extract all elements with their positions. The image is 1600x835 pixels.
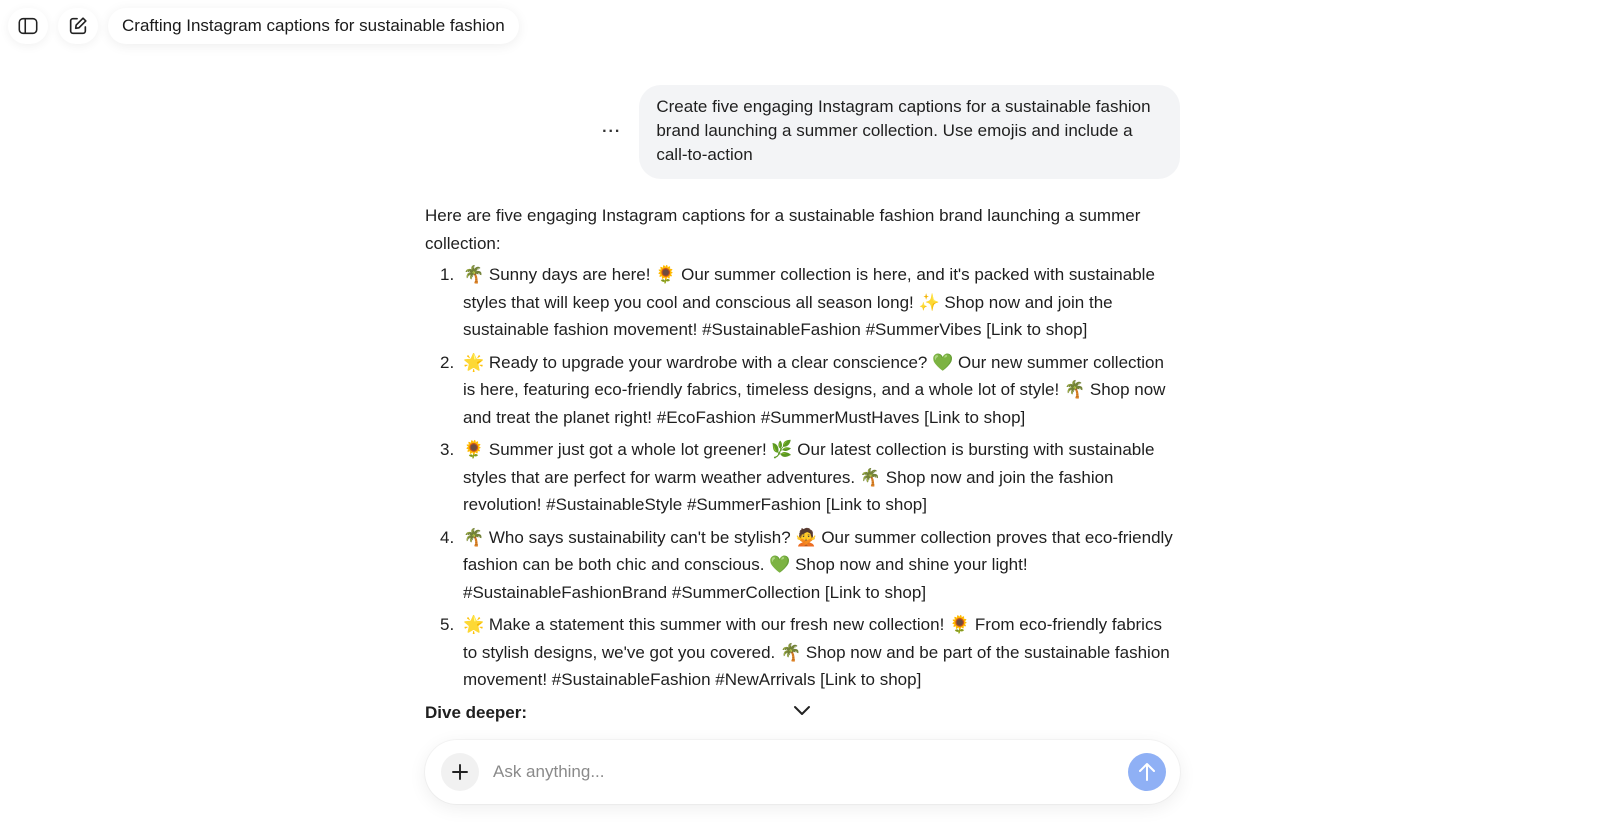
chevron-down-icon xyxy=(793,705,811,717)
assistant-message xyxy=(425,202,1180,727)
caption-number: 4. xyxy=(440,527,455,547)
user-message-bubble: Create five engaging Instagram captions for a sustainable fashion brand launching a summer collection. Use emojis and include a call-to-action xyxy=(639,85,1180,179)
captions-list xyxy=(425,261,1180,694)
plus-icon xyxy=(451,763,469,781)
new-chat-button[interactable] xyxy=(58,8,98,44)
caption-text: 🌟 Make a statement this summer with our fresh new collection! 🌻 From eco-friendly fabrics to stylish designs, we've got you covered. 🌴 Shop now and be part of the sustainable fashion movement! #SustainableFashion #NewArrivals [Link to shop] xyxy=(463,615,1170,689)
top-toolbar xyxy=(8,8,519,44)
sidebar-toggle-button[interactable] xyxy=(8,8,48,44)
caption-text: 🌻 Summer just got a whole lot greener! 🌿 Our latest collection is bursting with sustainable styles that are perfect for warm weather adventures. 🌴 Shop now and join the fashion revolution! #SustainableStyle #SummerFashion [Link to shop] xyxy=(463,440,1155,514)
send-button[interactable] xyxy=(1128,753,1166,791)
user-message-row xyxy=(600,85,1180,179)
caption-item xyxy=(425,524,1180,607)
conversation-title-text: Crafting Instagram captions for sustainable fashion xyxy=(122,16,505,35)
dive-deeper-heading: Dive deeper: xyxy=(425,702,528,722)
sidebar-toggle-icon xyxy=(17,15,39,37)
ask-input[interactable] xyxy=(493,762,1128,782)
caption-item xyxy=(425,349,1180,432)
message-composer xyxy=(425,740,1180,804)
assistant-intro: Here are five engaging Instagram captions for a sustainable fashion brand launching a summer collection: xyxy=(425,206,1141,253)
caption-number: 2. xyxy=(440,352,455,372)
caption-text: 🌴 Who says sustainability can't be stylish? 🙅 Our summer collection proves that eco-friendly fashion can be both chic and conscious. 💚 Shop now and shine your light! #SustainableFashionBrand #SummerCollection [Link to shop] xyxy=(463,527,1173,602)
conversation-title[interactable] xyxy=(108,8,519,44)
attach-button[interactable] xyxy=(441,753,479,791)
caption-item xyxy=(425,611,1180,694)
scroll-to-bottom-button[interactable] xyxy=(787,697,817,725)
caption-text: 🌟 Ready to upgrade your wardrobe with a clear conscience? 💚 Our new summer collection is here, featuring eco-friendly fabrics, timeless designs, and a whole lot of style! 🌴 Shop now and treat the planet right! #EcoFashion #SummerMustHaves [Link to shop] xyxy=(463,352,1166,427)
caption-number: 5. xyxy=(440,615,455,634)
caption-item xyxy=(425,261,1180,344)
new-chat-icon xyxy=(67,15,89,37)
caption-text: 🌴 Sunny days are here! 🌻 Our summer collection is here, and it's packed with sustainable styles that will keep you cool and conscious all season long! ✨ Shop now and join the sustainable fashion movement! #SustainableFashion #SummerVibes [Link to shop] xyxy=(463,265,1155,339)
caption-number: 3. xyxy=(440,440,455,459)
send-arrow-icon xyxy=(1138,762,1156,782)
caption-item xyxy=(425,436,1180,519)
message-more-button[interactable]: ··· xyxy=(602,123,622,140)
caption-number: 1. xyxy=(440,265,455,284)
